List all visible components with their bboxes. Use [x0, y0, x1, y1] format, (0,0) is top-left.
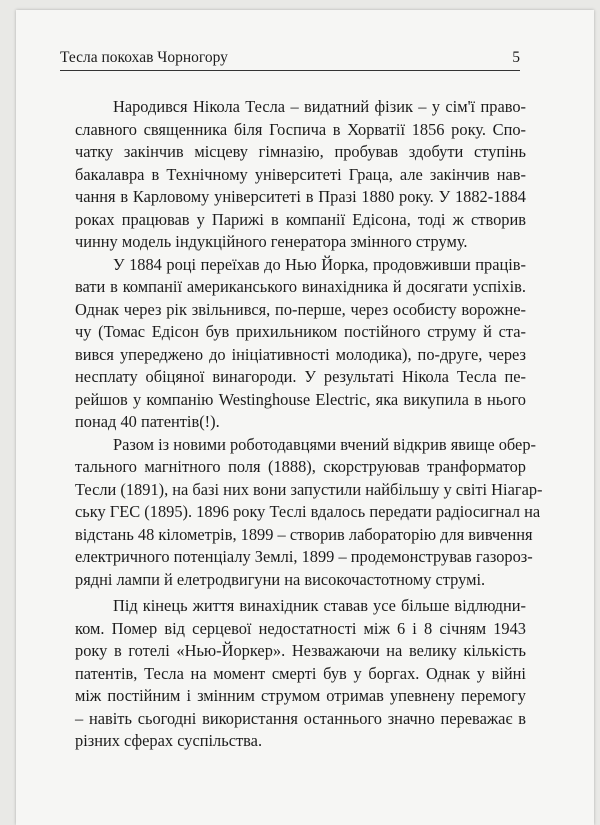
paragraph [75, 254, 526, 434]
text-line: між постійним і змінним струмом отримав упевнену перемогу [75, 686, 526, 705]
text-line: несплату обіцяної винагороди. У результаті Нікола Тесла пе- [75, 367, 526, 386]
text-line: чання в Карловому університеті в Празі 1880 року. У 1882-1884 [75, 187, 526, 206]
text-line: роках працював у Парижі в компанії Едісона, тоді ж створив [75, 209, 526, 229]
text-line: електричного потенціалу Землі, 1899 – продемонстрував газороз- [75, 547, 533, 566]
text-line: вати в компанії американського винахідника й досягати успіхів. [75, 277, 526, 296]
text-line: Разом із новими роботодавцями вчений відкрив явище обер- [113, 434, 536, 454]
text-line: Тесли (1891), на базі них вони запустили найбільшу у світі Ніагар- [75, 479, 543, 499]
text-line: чатку закінчив місцеву гімназію, пробував здобути ступінь [75, 142, 526, 161]
text-line: чу (Томас Едісон був прихильником постійного струму й ста- [75, 322, 526, 341]
text-line: рядні лампи й елетродвигуни на високочастотному струмі. [75, 569, 486, 589]
text-line: ську ГЕС (1895). 1896 року Теслі вдалось передати радіосигнал на [75, 502, 541, 521]
running-header [60, 49, 520, 71]
text-line: У 1884 році переїхав до Нью Йорка, продовживши праців- [113, 254, 526, 274]
paragraph [75, 595, 526, 753]
paragraph [75, 96, 526, 254]
text-line: року в готелі «Нью-Йоркер». Незважаючи на велику кількість [75, 641, 526, 660]
text-line: бакалавра в Технічному університеті Граца, але закінчив нав- [75, 164, 526, 184]
text-line: вився упереджено до ініціативності молодика), по-друге, через [75, 344, 526, 364]
text-line: Під кінець життя винахідник ставав усе більше відлюдни- [113, 596, 526, 615]
paragraph [75, 434, 543, 592]
book-page [16, 10, 594, 825]
page-number: 5 [512, 49, 520, 66]
text-line: славного священника біля Госпича в Хорватії 1856 року. Спо- [75, 119, 526, 139]
text-line: різних сферах суспільства. [75, 731, 263, 750]
body-text [75, 96, 543, 753]
text-line: ком. Помер від серцевої недостатності між 6 і 8 січням 1943 [75, 618, 526, 638]
header-title: Тесла покохав Чорногору [60, 49, 228, 66]
text-line: понад 40 патентів(!). [75, 412, 220, 431]
text-line: Народився Нікола Тесла – видатний фізик – у сім'ї право- [113, 97, 526, 116]
text-line: патентів, Тесла на момент смерті був у боргах. Однак у війні [75, 663, 526, 683]
text-line: – навіть сьогодні використання останнього значно переважає в [75, 708, 526, 728]
text-line: тального магнітного поля (1888), скорструював транформатор [75, 457, 526, 476]
text-line: рейшов у компанію Westinghouse Electric, яка викупила в нього [75, 389, 526, 409]
text-line: відстань 48 кілометрів, 1899 – створив лабораторію для вивчення [75, 524, 533, 544]
text-line: Однак через рік звільнився, по-перше, через особисту ворожне- [75, 299, 526, 319]
text-line: чинну модель індукційного генератора змінного струму. [75, 232, 468, 251]
